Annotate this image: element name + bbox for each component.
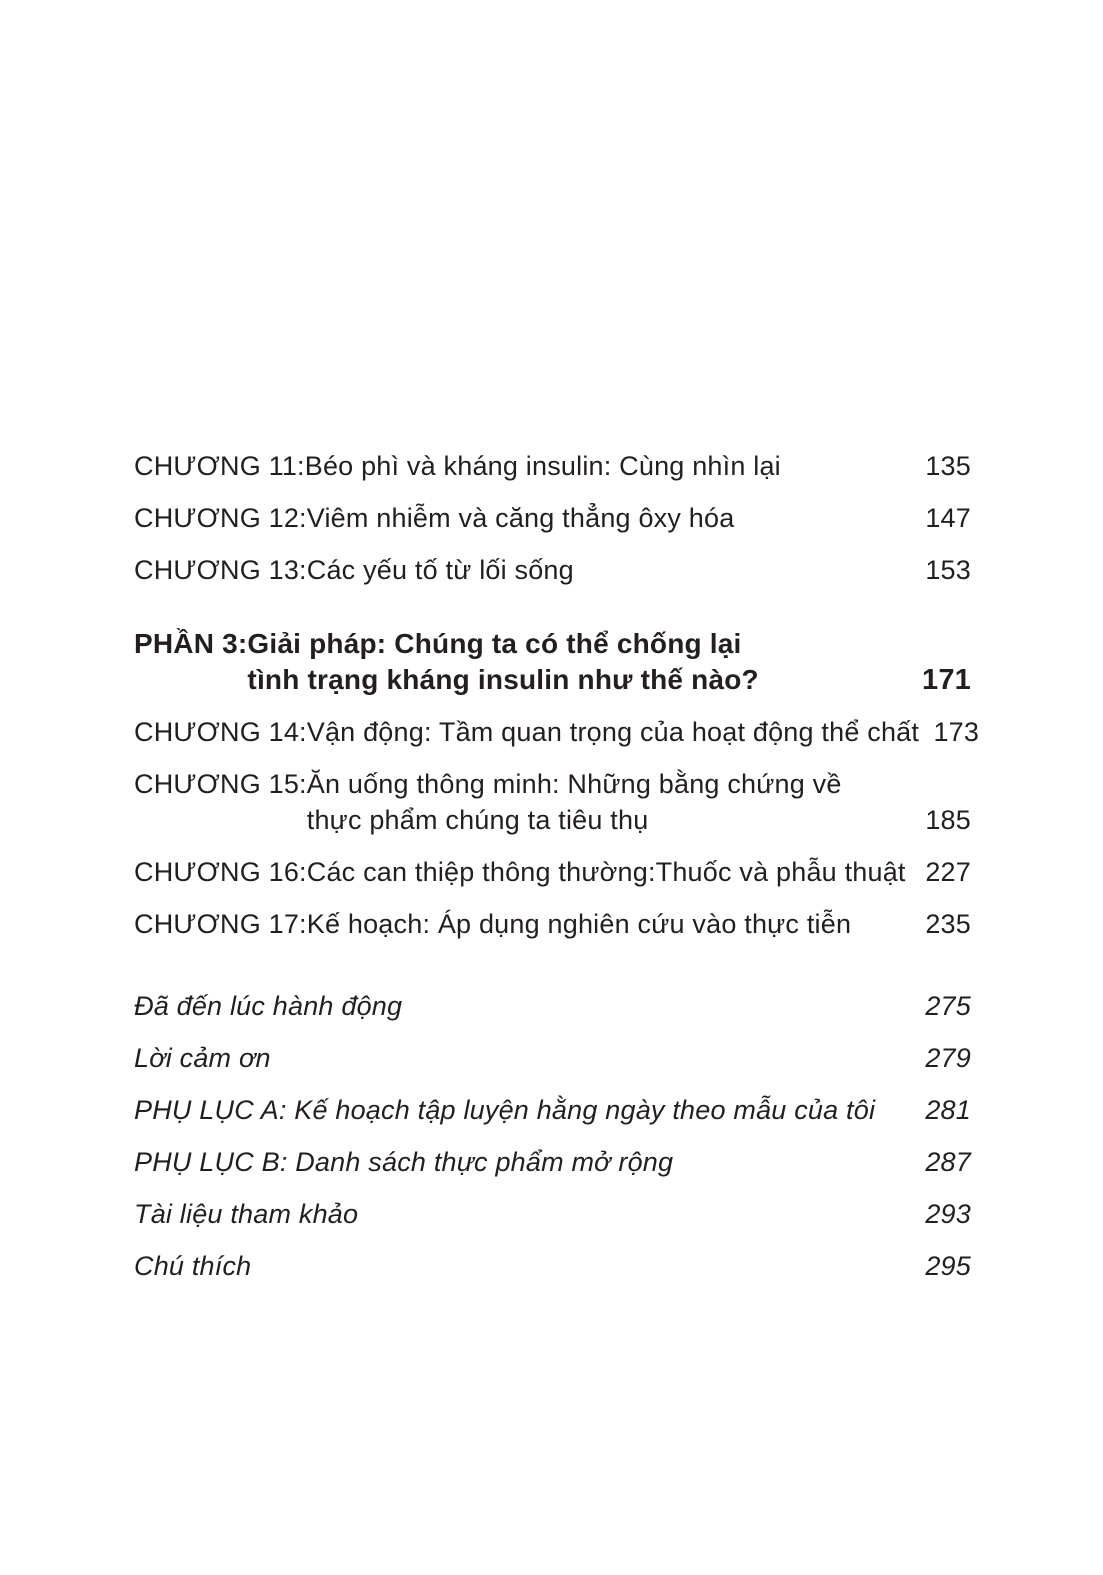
chapter-number: CHƯƠNG 13: xyxy=(134,555,307,585)
chapter-title: Ăn uống thông minh: Những bằng chứng về thực phẩm chúng ta tiêu thụ xyxy=(306,769,842,835)
page-number: 147 xyxy=(925,503,971,533)
chapter-number: CHƯƠNG 11: xyxy=(134,451,305,481)
page-number: 153 xyxy=(925,555,971,585)
page-number: 135 xyxy=(925,451,971,481)
part-title: Giải pháp: Chúng ta có thể chống lại tình trạng kháng insulin như thế nào? xyxy=(247,628,759,695)
page-number: 281 xyxy=(925,1095,971,1125)
toc-entry-back-matter xyxy=(134,1248,971,1284)
toc-entry-chapter-16 xyxy=(134,854,971,890)
toc-entry-chapter-11 xyxy=(134,448,971,484)
toc-entry-chapter-17 xyxy=(134,906,971,942)
page-number: 287 xyxy=(925,1147,971,1177)
chapter-title: Viêm nhiễm và căng thẳng ôxy hóa xyxy=(306,503,735,533)
chapter-number: CHƯƠNG 15: xyxy=(134,769,307,799)
toc-entry-chapter-14 xyxy=(134,714,980,750)
page-number: 293 xyxy=(925,1199,971,1229)
toc-entry-back-matter xyxy=(134,988,971,1024)
back-matter-title: PHỤ LỤC A: Kế hoạch tập luyện hằng ngày theo mẫu của tôi xyxy=(134,1095,876,1125)
toc-entry-back-matter xyxy=(134,1092,971,1128)
toc-entry-chapter-15 xyxy=(134,766,971,838)
page-number: 235 xyxy=(925,909,971,939)
chapter-title: Vận động: Tầm quan trọng của hoạt động thể chất xyxy=(306,717,920,747)
chapter-title: Béo phì và kháng insulin: Cùng nhìn lại xyxy=(304,451,781,481)
back-matter-title: PHỤ LỤC B: Danh sách thực phẩm mở rộng xyxy=(134,1147,674,1177)
toc-entry-chapter-12 xyxy=(134,500,971,536)
back-matter-title: Đã đến lúc hành động xyxy=(134,991,403,1021)
back-matter-title: Lời cảm ơn xyxy=(134,1043,271,1073)
page-number: 295 xyxy=(925,1251,971,1281)
table-of-contents xyxy=(134,448,980,1300)
toc-entry-back-matter xyxy=(134,1144,971,1180)
chapter-title: Các yếu tố từ lối sống xyxy=(306,555,574,585)
back-matter-title: Chú thích xyxy=(134,1251,252,1281)
page-number: 185 xyxy=(925,805,971,835)
chapter-number: CHƯƠNG 12: xyxy=(134,503,307,533)
page-number: 227 xyxy=(925,857,971,887)
part-number: PHẦN 3: xyxy=(134,628,248,659)
chapter-number: CHƯƠNG 16: xyxy=(134,857,307,887)
chapter-title: Các can thiệp thông thường:Thuốc và phẫu thuật xyxy=(306,857,906,887)
page-number: 279 xyxy=(925,1043,971,1073)
toc-entry-part-3 xyxy=(134,626,971,698)
page-number: 171 xyxy=(922,664,971,696)
chapter-number: CHƯƠNG 17: xyxy=(134,909,307,939)
page-number: 173 xyxy=(933,717,980,747)
chapter-title: Kế hoạch: Áp dụng nghiên cứu vào thực tiễn xyxy=(306,909,852,939)
back-matter-title: Tài liệu tham khảo xyxy=(134,1199,359,1229)
toc-entry-back-matter xyxy=(134,1040,971,1076)
toc-entry-back-matter xyxy=(134,1196,971,1232)
chapter-number: CHƯƠNG 14: xyxy=(134,717,307,747)
page-number: 275 xyxy=(925,991,971,1021)
toc-entry-chapter-13 xyxy=(134,552,971,588)
